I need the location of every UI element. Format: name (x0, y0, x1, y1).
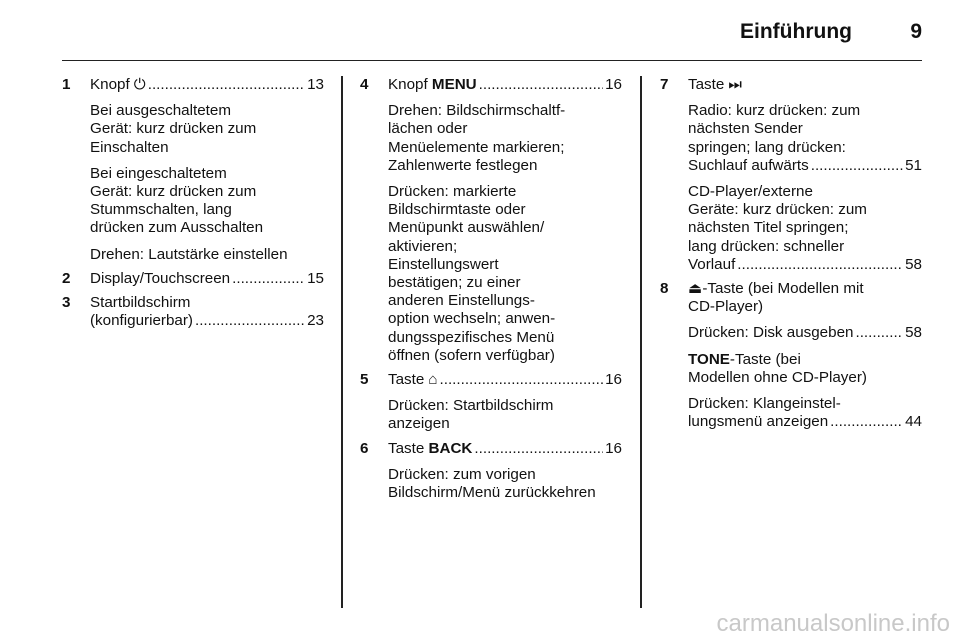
description: Drücken: Startbildschirm anzeigen (388, 397, 554, 433)
page-ref: 58 (905, 324, 922, 342)
description: Vorlauf (688, 255, 736, 273)
toc-line (90, 270, 324, 288)
description: Drücken: Disk ausgeben (688, 324, 854, 342)
page-ref: 13 (307, 76, 324, 93)
leader-dots (232, 270, 305, 288)
watermark: carmanualsonline.info (716, 610, 950, 637)
list-item (360, 371, 622, 434)
leader-dots (479, 76, 603, 94)
skip-forward-icon: ⏭ (728, 76, 742, 93)
description: Drehen: Lautstärke einstellen (90, 245, 288, 263)
leader-dots (474, 440, 603, 458)
leader-dots (195, 312, 305, 330)
toc-line (388, 371, 622, 389)
leader-dots (737, 256, 903, 274)
leader-dots (440, 371, 604, 389)
item-label: Taste (388, 439, 429, 457)
item-label: -Taste (bei Modellen mit CD-Player) (688, 280, 864, 316)
leader-dots (811, 157, 903, 175)
page-number: 9 (910, 20, 922, 43)
page-ref: 16 (605, 371, 622, 389)
item-number: 5 (360, 371, 369, 389)
list-item (360, 76, 622, 365)
description: CD-Player/externe Geräte: kurz drücken: zum nächsten Titel springen; lang drücken: schneller (688, 183, 867, 255)
leader-dots (148, 76, 305, 94)
toc-line (388, 440, 622, 458)
toc-line (688, 413, 922, 431)
keyword: BACK (428, 439, 473, 457)
column-2 (360, 76, 622, 642)
toc-line (90, 312, 324, 330)
toc-line (388, 76, 622, 94)
keyword: TONE (688, 350, 730, 368)
description: Bei ausgeschaltetem Gerät: kurz drücken zum Einschalten (90, 102, 257, 156)
column-1 (62, 76, 324, 642)
item-label: Display/Touchscreen (90, 269, 231, 287)
description: Drücken: zum vorigen Bildschirm/Menü zurückkehren (388, 465, 596, 502)
list-item (62, 294, 324, 330)
description: -Taste (bei Modellen ohne CD-Player) (688, 350, 867, 386)
page-title: Einführung (740, 20, 852, 43)
leader-dots (830, 413, 903, 431)
item-number: 6 (360, 439, 369, 457)
item-number: 2 (62, 269, 71, 287)
item-number: 7 (660, 76, 669, 93)
list-item (660, 280, 922, 431)
toc-line (688, 157, 922, 175)
keyword: MENU (431, 76, 477, 93)
column-3 (660, 76, 922, 642)
leader-dots (855, 324, 903, 342)
description: lungsmenü anzeigen (688, 413, 829, 431)
page-ref: 23 (307, 312, 324, 330)
power-icon: ⏻ (133, 76, 146, 93)
item-number: 1 (62, 76, 71, 93)
page-ref: 51 (905, 156, 922, 174)
page-ref: 44 (905, 413, 922, 431)
item-number: 4 (360, 76, 369, 93)
description: Suchlauf aufwärts (688, 156, 809, 174)
item-number: 3 (62, 294, 71, 312)
column-divider (640, 76, 642, 608)
page-ref: 58 (905, 255, 922, 273)
item-label: Knopf (90, 76, 130, 93)
toc-line (688, 324, 922, 342)
column-divider (341, 76, 343, 608)
item-number: 8 (660, 280, 669, 298)
item-label: Startbildschirm (90, 294, 191, 312)
description: Bei eingeschaltetem Gerät: kurz drücken zum Stummschalten, lang drücken zum Ausschalten (90, 164, 264, 237)
page-ref: 16 (605, 439, 622, 457)
item-label: Taste (388, 371, 425, 389)
item-label: Taste (688, 76, 725, 93)
description: Drehen: Bildschirmschaltf- lächen oder Menüelemente markieren; Zahlenwerte festlegen (388, 102, 566, 174)
page-header (62, 18, 922, 61)
list-item (62, 270, 324, 288)
description: Drücken: Klangeinstel- (688, 395, 841, 413)
list-item (62, 76, 324, 264)
eject-icon: ⏏ (688, 280, 703, 298)
item-label: Knopf (388, 76, 432, 93)
description: Radio: kurz drücken: zum nächsten Sender springen; lang drücken: (688, 102, 861, 156)
list-item (660, 76, 922, 274)
toc-line (90, 76, 324, 94)
item-label: (konfigurierbar) (90, 312, 193, 330)
home-icon: ⌂ (428, 371, 438, 389)
list-item (360, 440, 622, 503)
page-ref: 16 (605, 76, 622, 93)
page-ref: 15 (307, 269, 324, 287)
toc-line (688, 256, 922, 274)
description: Drücken: markierte Bildschirmtaste oder Menüpunkt auswählen/ aktivieren; Einstellungswert bestätigen; zu einer anderen Einstellungs- option wechseln; anwen- dungsspezifisches Menü öffnen (sofern verfügbar) (388, 183, 556, 364)
